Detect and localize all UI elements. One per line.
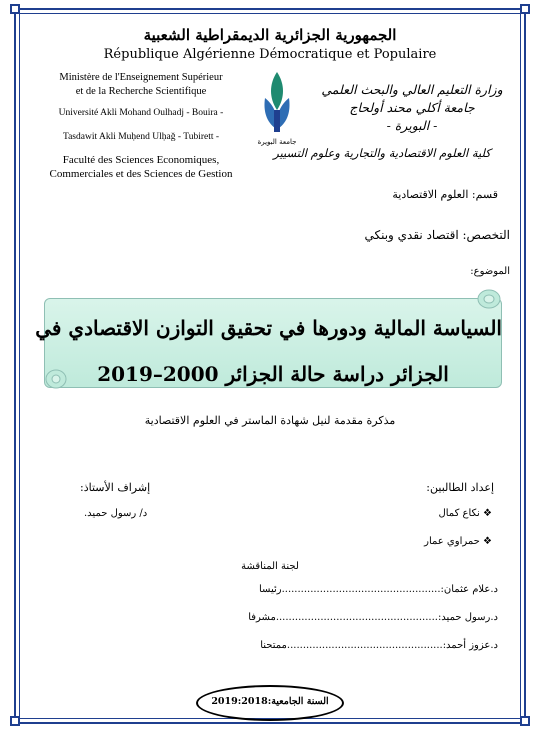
member-name: د.علام عثمان: [440, 584, 498, 595]
ministry-arabic: وزارة التعليم العالي والبحث العلمي [321, 82, 503, 97]
member-role: مشرفا [248, 612, 276, 623]
dotted-leader: ................................................... [275, 612, 438, 623]
department-label: قسم: العلوم الاقتصادية [392, 188, 498, 201]
corner-ornament [520, 4, 530, 14]
subject-label: الموضوع: [470, 266, 510, 277]
faculty-french-line2: Commerciales et des Sciences de Gestion [49, 168, 233, 180]
dotted-leader: .................................................. [281, 584, 441, 595]
scroll-curl-icon [476, 288, 502, 310]
member-role: رئيسا [258, 584, 282, 595]
thesis-title-line1: السياسة المالية ودورها في تحقيق التوازن الاقتصادي في [35, 316, 502, 340]
member-name: د.عزوز أحمد: [442, 640, 498, 651]
university-tamazight: Tasdawit Akli Muḥend Ulḥağ - Tubirett - [62, 132, 220, 142]
bullet-icon: ❖ [479, 508, 492, 519]
committee-label: لجنة المناقشة [241, 561, 299, 572]
student-item [424, 536, 492, 547]
thesis-note: مذكرة مقدمة لنيل شهادة الماستر في العلوم الاقتصادية [144, 414, 396, 427]
specialty-label: التخصص: اقتصاد نقدي وبنكي [364, 228, 510, 242]
republic-arabic: الجمهورية الجزائرية الديمقراطية الشعبية [143, 26, 397, 44]
corner-ornament [10, 4, 20, 14]
thesis-title-line2: الجزائر دراسة حالة الجزائر 2000–2019 [97, 362, 449, 386]
member-name: د.رسول حميد: [437, 612, 498, 623]
logo-caption: جامعة البويرة [257, 138, 297, 146]
supervisor-name: د/ رسول حميد. [84, 508, 148, 519]
faculty-arabic: كلية العلوم الاقتصادية والتجارية وعلوم التسيير [273, 146, 491, 160]
university-french: Université Akli Mohand Oulhadj - Bouira - [58, 108, 224, 118]
faculty-french-line1: Faculté des Sciences Economiques, [62, 154, 220, 166]
academic-year: السنة الجامعية:2019:2018 [211, 696, 329, 707]
committee-member [259, 584, 498, 595]
university-logo-icon [255, 70, 299, 150]
committee-member [248, 612, 498, 623]
supervisor-label: إشراف الأستاذ: [80, 481, 151, 494]
city-arabic: - البويرة - [386, 118, 438, 133]
bullet-icon: ❖ [479, 536, 492, 547]
dotted-leader: ................................................. [286, 640, 443, 651]
student-name: حمراوي عمار [424, 536, 480, 547]
corner-ornament [520, 716, 530, 726]
committee-member [260, 640, 498, 651]
student-item [438, 508, 492, 519]
student-name: نكاع كمال [438, 508, 480, 519]
member-role: ممتحنا [260, 640, 287, 651]
ministry-french-line1: Ministère de l'Enseignement Supérieur [59, 72, 223, 83]
students-label: إعداد الطالبين: [426, 481, 494, 494]
ministry-french-line2: et de la Recherche Scientifique [75, 86, 207, 97]
republic-french: République Algérienne Démocratique et Populaire [103, 47, 437, 62]
university-arabic: جامعة أكلي محند أولحاج [349, 100, 475, 115]
corner-ornament [10, 716, 20, 726]
